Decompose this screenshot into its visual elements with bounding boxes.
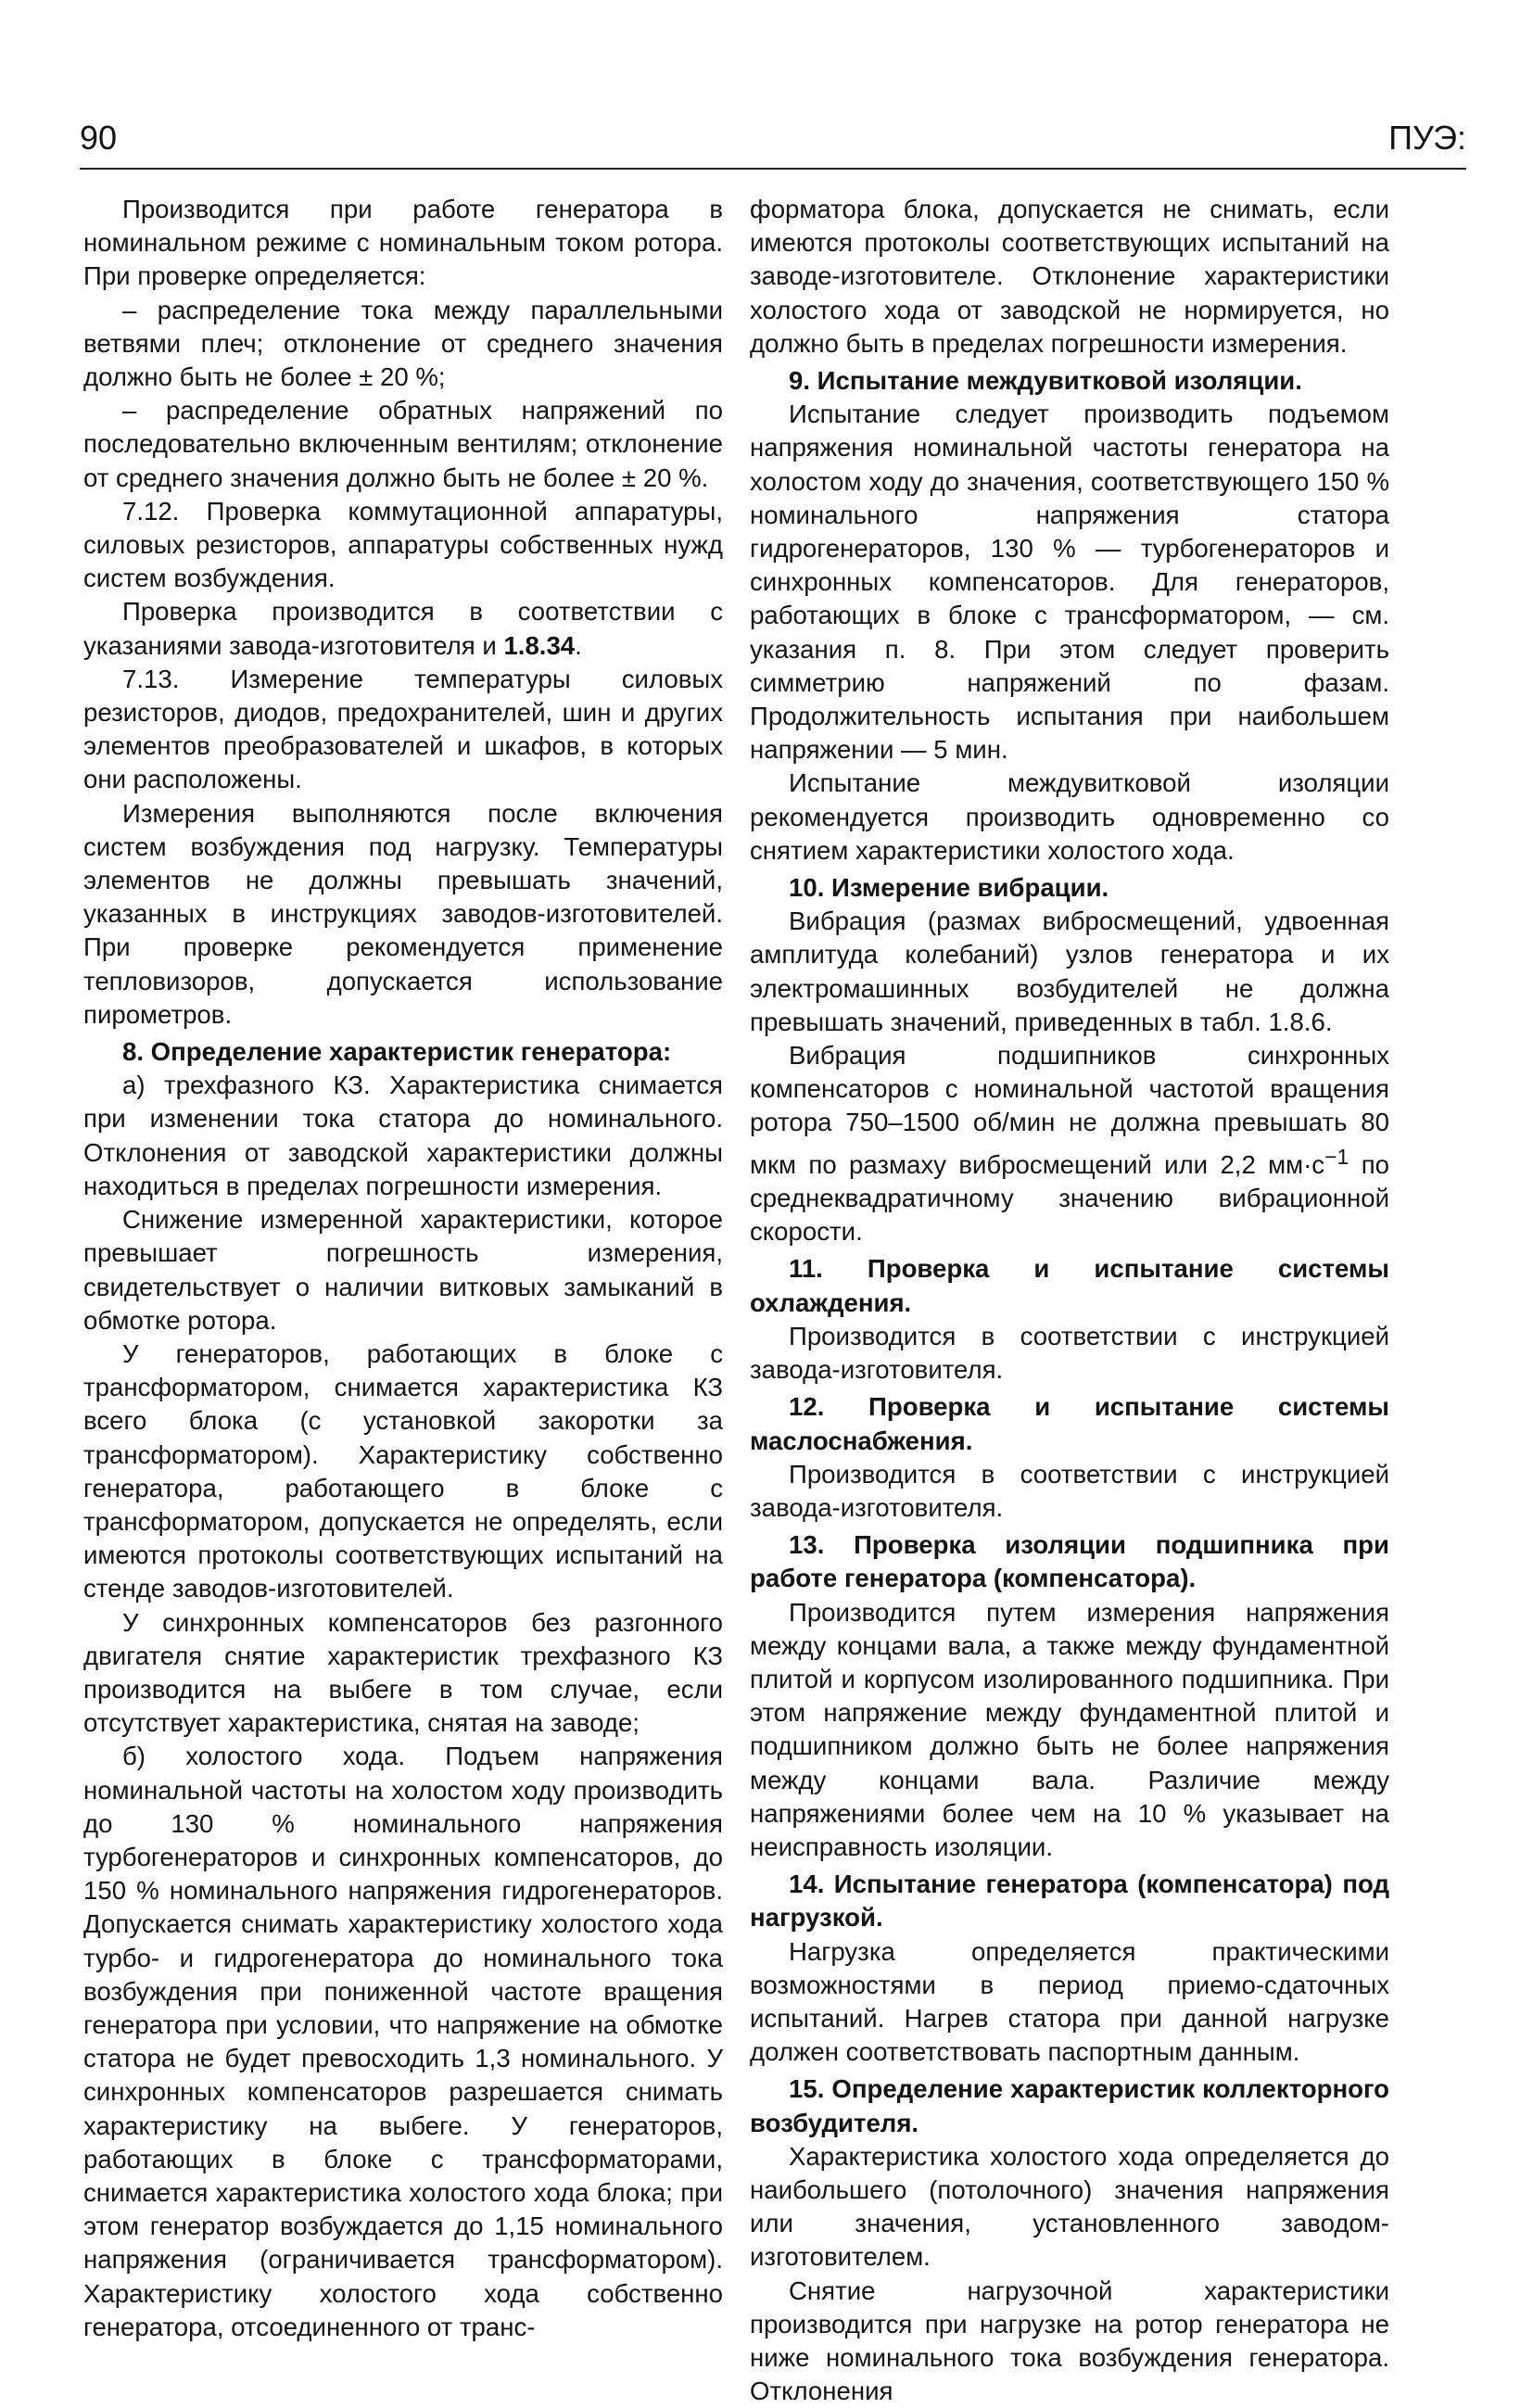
section-heading: 8. Определение характеристик генератора: (122, 1037, 672, 1067)
section-heading: 11. Проверка и испытание системы охлаждения. (750, 1254, 1389, 1317)
section-heading: 10. Измерение вибрации. (789, 873, 1109, 903)
section-heading: 15. Определение характеристик коллекторного возбудителя. (750, 2074, 1389, 2137)
paragraph (83, 595, 723, 662)
page-number: 90 (80, 119, 118, 157)
paragraph-text: Проверка производится в соответствии с указаниями завода-изготовителя и (83, 597, 723, 660)
paragraph: форматора блока, допускается не снимать, если имеются протоколы соответствующих испытаний на заводе-изготовителе. Отклонение характеристики холостого хода от заводской не нормируется, но должно быть в пределах погрешности измерения. (750, 195, 1389, 358)
paragraph: Вибрация (размах вибросмещений, удвоенная амплитуда колебаний) узлов генератора и их электромашинных возбудителей не должна превышать значений, приведенных в табл. 1.8.6. (750, 906, 1389, 1036)
paragraph: Нагрузка определяется практическими возможностями в период приемо-сдаточных испытаний. Нагрев статора при данной нагрузке должен соответствовать паспортным данным. (750, 1936, 1389, 2067)
paragraph: У генераторов, работающих в блоке с трансформатором, снимается характеристика КЗ всего блока (с установкой закоротки за трансформатором). Характеристику собственно генератора, работающего в блоке с трансформатором, допускается не определять, если имеются протоколы соответствующих испытаний на стенде заводов-изготовителей. (83, 1338, 723, 1603)
paragraph: б) холостого хода. Подъем напряжения номинальной частоты на холостом ходу производить до 130 % номинального напряжения турбогенераторов и синхронных компенсаторов, до 150 % номинального напряжения гидрогенераторов. Допускается снимать характеристику холостого хода турбо- и гидрогенератора до номинального тока возбуждения при пониженной частоте вращения генератора при условии, что напряжение на обмотке статора не будет превосходить 1,3 номинального. У синхронных компенсаторов разрешается снимать характеристику на выбеге. У генераторов, работающих в блоке с трансформаторами, снимается характеристика холостого хода блока; при этом генератор возбуждается до 1,15 номинального напряжения (ограничивается трансформатором). Характеристику холостого хода собственно генератора, отсоединенного от транс- (83, 1742, 723, 2341)
paragraph: Испытание следует производить подъемом напряжения номинальной частоты генератора на холостом ходу до значения, соответствующего 150 % номинального напряжения статора гидрогенераторов, 130 % — турбогенераторов и синхронных компенсаторов. Для генераторов, работающих в блоке с трансформатором, — см. указания п. 8. При этом следует проверить симметрию напряжений по фазам. Продолжительность испытания при наибольшем напряжении — 5 мин. (750, 399, 1389, 765)
paragraph (750, 1039, 1389, 1248)
right-column (750, 193, 1389, 2408)
paragraph: – распределение обратных напряжений по последовательно включенным вентилям; отклонение от среднего значения должно быть не более ± 20 %. (83, 396, 723, 492)
paragraph: Производится в соответствии с инструкцией завода-изготовителя. (750, 1459, 1389, 1522)
paragraph: Производится в соответствии с инструкцией завода-изготовителя. (750, 1321, 1389, 1385)
paragraph: – распределение тока между параллельными ветвями плеч; отклонение от среднего значения должно быть не более ± 20 %; (83, 295, 723, 392)
section-heading: 13. Проверка изоляции подшипника при работе генератора (компенсатора). (750, 1530, 1389, 1593)
paragraph: Производится при работе генератора в номинальном режиме с номинальным током ротора. При проверке определяется: (83, 195, 723, 291)
page-header (80, 119, 1466, 165)
left-column (83, 193, 723, 2344)
paragraph: а) трехфазного КЗ. Характеристика снимается при изменении тока статора до номинального. Отклонения от заводской характеристики должны находиться в пределах погрешности измерения. (83, 1071, 723, 1200)
section-heading: 12. Проверка и испытание системы маслоснабжения. (750, 1392, 1389, 1455)
header-rule (80, 168, 1466, 170)
paragraph: Производится путем измерения напряжения между концами вала, а также между фундаментной плитой и корпусом изолированного подшипника. При этом напряжение между фундаментной плитой и подшипником должно быть не более напряжения между концами вала. Различие между напряжениями более чем на 10 % указывает на неисправность изоляции. (750, 1597, 1389, 1861)
paragraph-end: по среднеквадратичному значению вибрационной скорости. (750, 1149, 1389, 1247)
section-heading: 14. Испытание генератора (компенсатора) под нагрузкой. (750, 1869, 1389, 1933)
paragraph: 7.12. Проверка коммутационной аппаратуры, силовых резисторов, аппаратуры собственных нужд систем возбуждения. (83, 496, 723, 593)
paragraph: У синхронных компенсаторов без разгонного двигателя снятие характеристик трехфазного КЗ производится на выбеге в том случае, если отсутствует характеристика, снятая на заводе; (83, 1607, 723, 1738)
section-heading: 9. Испытание междувитковой изоляции. (789, 366, 1302, 396)
paragraph: Характеристика холостого хода определяется до наибольшего (потолочного) значения напряжения или значения, установленного заводом-изготовителем. (750, 2141, 1389, 2272)
section-reference: 1.8.34 (503, 630, 576, 660)
paragraph: Измерения выполняются после включения систем возбуждения под нагрузку. Температуры элементов не должны превышать значений, указанных в инструкциях заводов-изготовителей. При проверке рекомендуется применение тепловизоров, допускается использование пирометров. (83, 798, 723, 1029)
paragraph: Снятие нагрузочной характеристики производится при нагрузке на ротор генератора не ниже номинального тока возбуждения генератора. Отклонения (750, 2275, 1389, 2406)
paragraph-text: Вибрация подшипников синхронных компенсаторов с номинальной частотой вращения ротора 750–1500 об/мин не должна превышать 80 мкм по размаху вибросмещений или 2,2 мм·с (750, 1041, 1389, 1179)
paragraph: Снижение измеренной характеристики, которое превышает погрешность измерения, свидетельствует о наличии витковых замыканий в обмотке ротора. (83, 1205, 723, 1335)
superscript: −1 (1324, 1144, 1349, 1169)
running-title: ПУЭ: (1388, 119, 1466, 157)
paragraph-end: . (575, 630, 582, 660)
paragraph: Испытание междувитковой изоляции рекомендуется производить одновременно со снятием характеристики холостого хода. (750, 768, 1389, 865)
paragraph: 7.13. Измерение температуры силовых резисторов, диодов, предохранителей, шин и других элементов преобразователей и шкафов, в которых они расположены. (83, 664, 723, 794)
